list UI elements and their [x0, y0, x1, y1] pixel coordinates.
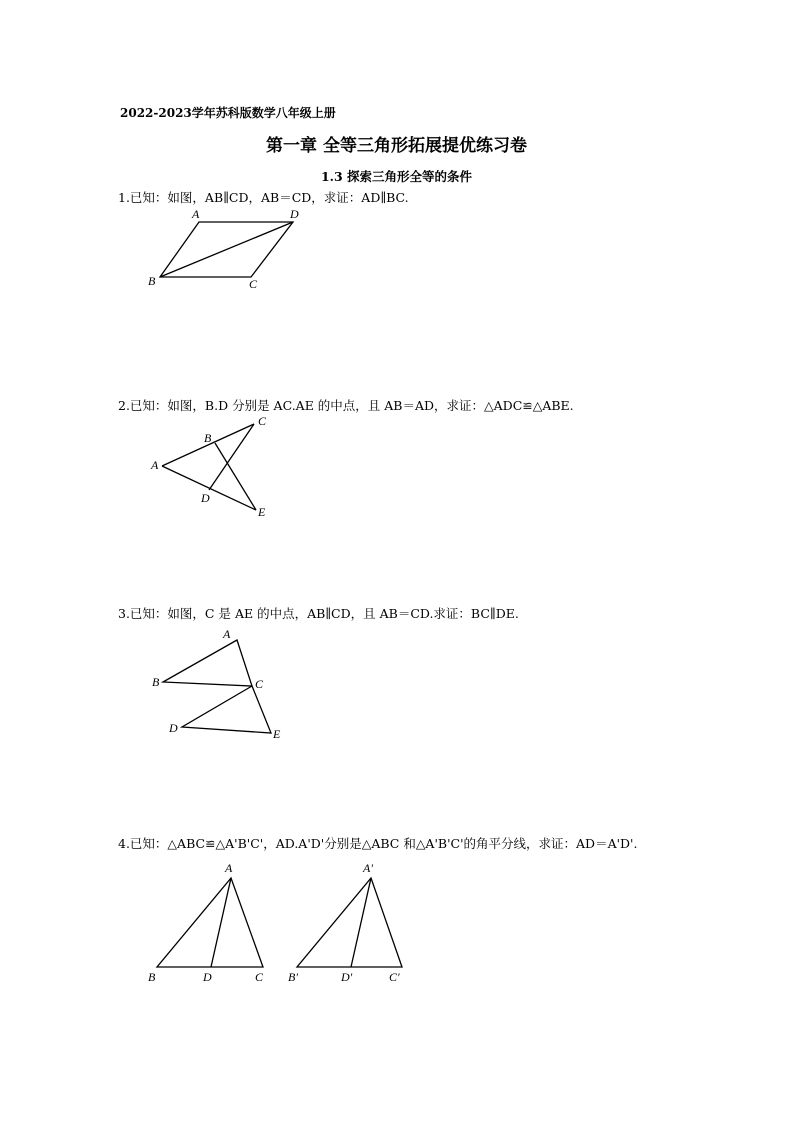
page-title: 第一章 全等三角形拓展提优练习卷: [266, 136, 527, 156]
label-a: A: [225, 861, 233, 875]
triangle-abc-group: [148, 861, 264, 984]
problem-1-figure: [140, 205, 320, 295]
course-heading: 2022-2023学年苏科版数学八年级上册: [120, 106, 336, 120]
triangle-cde: [182, 686, 271, 733]
label-a: A: [223, 627, 231, 641]
triangle-abc: [157, 878, 263, 967]
label-c: C: [249, 277, 258, 291]
label-a: A: [151, 458, 159, 472]
label-b: B: [204, 431, 212, 445]
bisector-a2d2: [351, 878, 371, 967]
triangle-a2b2c2-group: [288, 861, 402, 984]
label-c: C: [258, 414, 267, 428]
label-e: E: [273, 727, 281, 741]
label-c: C: [255, 970, 264, 984]
label-b: B: [148, 274, 156, 288]
label-d: D: [203, 970, 212, 984]
label-d: D: [169, 721, 178, 735]
label-d: D: [201, 491, 210, 505]
label-c: C: [255, 677, 264, 691]
problem-2-text: 2.已知：如图，B.D 分别是 AC.AE 的中点，且 AB＝AD，求证：△ADC≌△ABE.: [118, 398, 574, 413]
label-b: B: [152, 675, 160, 689]
section-title: 1.3 探索三角形全等的条件: [320, 169, 473, 184]
label-a-prime: A': [363, 861, 373, 875]
label-c-prime: C': [389, 970, 400, 984]
label-a: A: [192, 207, 200, 221]
label-d-prime: D': [341, 970, 353, 984]
bisector-ad: [211, 878, 231, 967]
problem-3-figure: [145, 625, 295, 745]
triangle-abc: [163, 640, 252, 686]
triangle-a2b2c2: [297, 878, 402, 967]
problem-4-text: 4.已知：△ABC≌△A'B'C'，AD.A'D'分别是△ABC 和△A'B'C'的角平分线，求证：AD＝A'D'.: [118, 836, 638, 851]
label-e: E: [258, 505, 266, 519]
label-d: D: [290, 207, 299, 221]
problem-4-figure: [140, 855, 420, 990]
label-b-prime: B': [288, 970, 298, 984]
problem-1-text: 1.已知：如图，AB∥CD，AB＝CD，求证：AD∥BC.: [118, 190, 409, 205]
label-b: B: [148, 970, 156, 984]
problem-3-text: 3.已知：如图，C 是 AE 的中点，AB∥CD，且 AB＝CD.求证：BC∥DE.: [118, 606, 519, 621]
problem-2-figure: [145, 412, 285, 522]
